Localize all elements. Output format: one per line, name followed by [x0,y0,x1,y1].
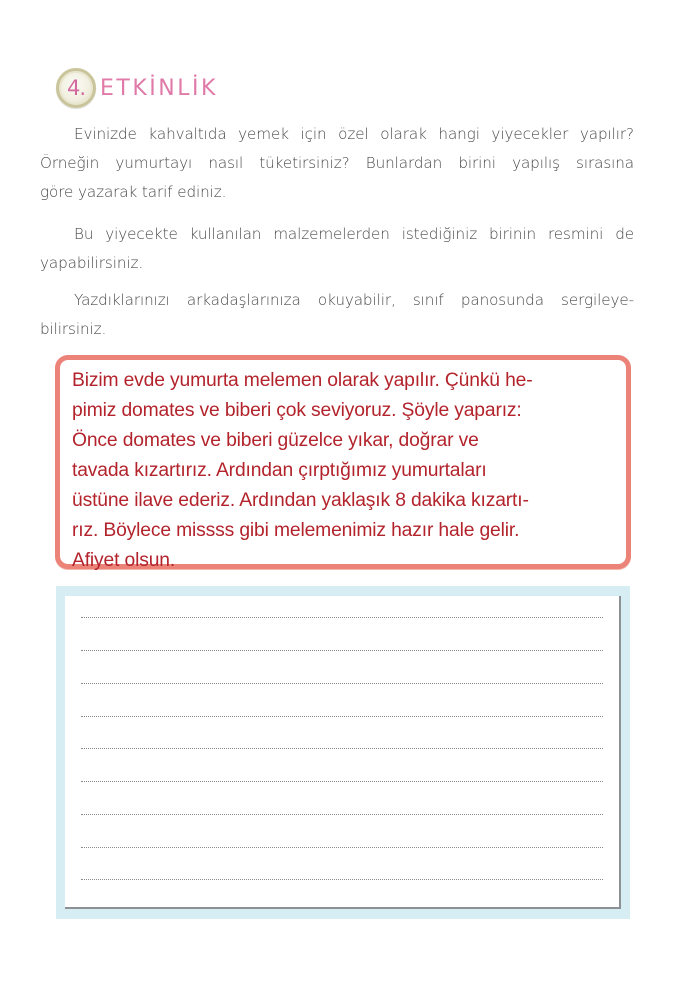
instruction-paragraph-3 [40,286,634,344]
dotted-writing-line[interactable] [81,748,603,749]
answer-line: tavada kızartırız. Ardından çırptığımız yumurtaları [72,460,487,481]
dotted-writing-line[interactable] [81,617,603,618]
writing-area-frame [56,586,630,919]
dotted-writing-line[interactable] [81,814,603,815]
answer-line: Bizim evde yumurta melemen olarak yapılır. Çünkü he- [72,370,533,391]
instruction-paragraph-1 [40,120,634,207]
answer-text [72,366,618,576]
instruction-line: yapabilirsiniz. [40,254,144,272]
dotted-writing-line[interactable] [81,650,603,651]
instruction-line: Evinizde kahvaltıda yemek için özel olarak hangi yiyecekler yapılır? [74,125,634,143]
activity-number: 4. [66,76,86,100]
answer-line: Afiyet olsun. [72,550,176,571]
dotted-writing-line[interactable] [81,716,603,717]
instruction-line: bilirsiniz. [40,320,107,338]
answer-line: Önce domates ve biberi güzelce yıkar, doğrar ve [72,430,479,451]
instruction-line: Yazdıklarınızı arkadaşlarınıza okuyabilir, sınıf panosunda sergileye- [74,291,634,309]
writing-area[interactable] [65,596,621,909]
activity-heading [56,68,218,108]
instruction-line: Örneğin yumurtayı nasıl tüketirsiniz? Bunlardan birini yapılış sırasına [40,154,634,172]
instruction-paragraph-2 [40,220,634,278]
answer-line: üstüne ilave ederiz. Ardından yaklaşık 8 dakika kızartı- [72,490,529,511]
instruction-line: Bu yiyecekte kullanılan malzemelerden istediğiniz birinin resmini de [74,225,634,243]
dotted-writing-line[interactable] [81,683,603,684]
activity-number-badge [56,68,96,108]
answer-box [55,355,631,569]
answer-line: rız. Böylece missss gibi melemenimiz hazır hale gelir. [72,520,520,541]
dotted-writing-line[interactable] [81,879,603,880]
dotted-writing-line[interactable] [81,847,603,848]
activity-title: ETKİNLİK [100,75,218,101]
dotted-writing-line[interactable] [81,781,603,782]
instruction-line: göre yazarak tarif ediniz. [40,183,227,201]
answer-line: pimiz domates ve biberi çok seviyoruz. Şöyle yaparız: [72,400,522,421]
